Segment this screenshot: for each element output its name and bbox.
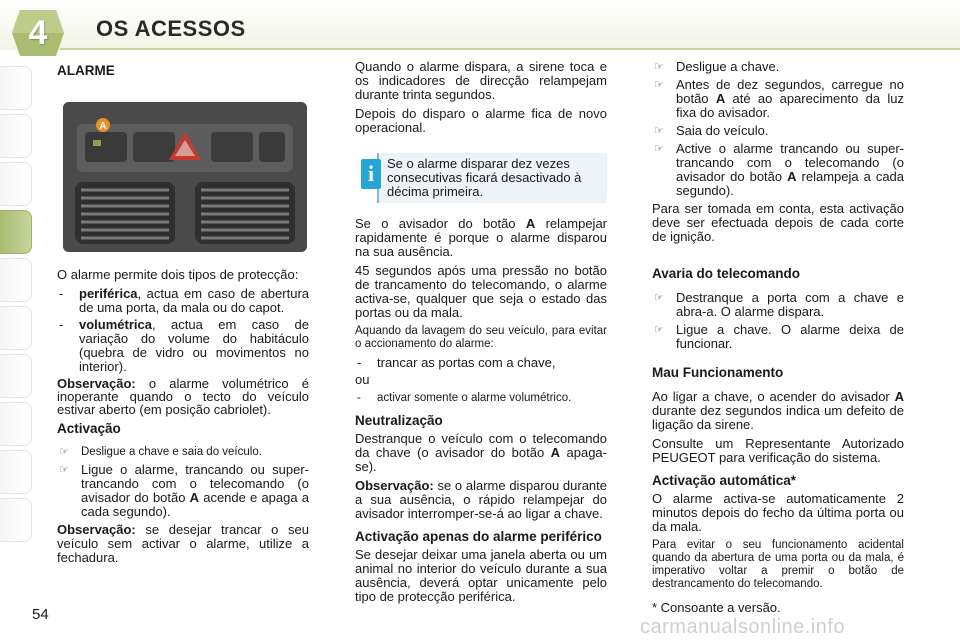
side-tab-3[interactable]	[0, 162, 32, 206]
type-term: volumétrica	[79, 317, 152, 332]
step-text-end: acende e apaga a cada segundo).	[81, 490, 309, 519]
pointer-icon: ☞	[654, 324, 664, 336]
step-text: Saia do veículo.	[676, 123, 769, 138]
note-text: se o alarme disparou durante a sua ausência, o rápido relampejar do avisador interromper-se-á ao ligar a chave.	[355, 478, 607, 521]
column-2	[355, 60, 607, 609]
dash-marker: -	[59, 286, 64, 301]
section-heading-remote-failure: Avaria do telecomando	[652, 266, 801, 281]
section-heading-auto-activation: Activação automática*	[652, 473, 797, 488]
step-text: Destranque a porta com a chave e abra-a. O alarme dispara.	[676, 290, 904, 319]
info-text: Se o alarme disparar dez vezes consecutivas ficará desactivado à décima primeira.	[377, 153, 607, 203]
alarm-type-peripheral	[57, 287, 309, 315]
remote-step-2	[652, 323, 904, 351]
step-text-end: até ao aparecimento da luz fixa do avisador.	[676, 91, 905, 120]
step-text: Ligue a chave. O alarme deixa de funcionar.	[676, 322, 904, 351]
peripheral-only-paragraph: Se desejar deixar uma janela aberta ou um animal no interior do veículo durante a sua ausência, deverá optar unicamente pelo tipo de protecção periférica.	[355, 547, 607, 604]
mal-text-end: durante dez segundos indica um defeito de ligação da sirene.	[652, 403, 904, 432]
info-box	[355, 153, 607, 205]
button-a-ref: A	[894, 389, 904, 404]
auto-arm-paragraph: 45 segundos após uma pressão no botão de trancamento do telecomando, o alarme activa-se, qualquer que seja o estado das portas ou da mala.	[355, 263, 607, 320]
dash-marker: -	[357, 355, 362, 370]
side-tab-10[interactable]	[0, 498, 32, 542]
pointer-icon: ☞	[59, 446, 69, 458]
step-text: Desligue a chave.	[676, 59, 780, 74]
ignition-paragraph: Para ser tomada em conta, esta activação deve ser efectuada depois de cada corte de ignição.	[652, 201, 904, 244]
or-text: ou	[355, 372, 370, 387]
step-text-end: relampeja a cada segundo).	[676, 169, 905, 198]
page-number: 54	[32, 606, 49, 623]
photo-label-a: A	[99, 121, 107, 132]
button-a-ref: A	[715, 91, 726, 106]
chapter-side-tabs	[0, 66, 32, 546]
button-a-ref: A	[550, 445, 561, 460]
note-label: Observação:	[355, 478, 434, 493]
button-a-ref: A	[787, 169, 797, 184]
peripheral-step-2	[652, 78, 904, 120]
pointer-icon: ☞	[654, 143, 664, 155]
step-text: Desligue a chave e saia do veículo.	[81, 446, 262, 458]
trigger-paragraph: Quando o alarme dispara, a sirene toca e os indicadores de direcção relampejam durante trinta segundos.	[355, 59, 607, 102]
activation-step-1	[57, 446, 309, 459]
section-heading-neutralization: Neutralização	[355, 413, 443, 428]
side-tab-5[interactable]	[0, 258, 32, 302]
step-text: Active o alarme trancando ou super-trancando com o telecomando (o avisador do botão	[676, 141, 904, 184]
section-heading-malfunction: Mau Funcionamento	[652, 365, 784, 380]
pointer-icon: ☞	[654, 61, 664, 73]
chapter-number: 4	[28, 14, 48, 52]
dealer-paragraph: Consulte um Representante Autorizado PEUGEOT para verificação do sistema.	[652, 436, 904, 465]
flash-paragraph	[355, 217, 607, 259]
note-text: o alarme volumétrico é inoperante quando o tecto do veículo estivar aberto (em posição cabriolet).	[57, 376, 309, 417]
malfunction-paragraph	[652, 390, 904, 432]
type-text: , actua em caso de variação do volume do habitáculo (quebra de vidro ou movimentos no interior).	[79, 317, 309, 374]
washing-option-2	[355, 392, 607, 405]
watermark: carmanualsonline.info	[640, 616, 846, 638]
section-heading-activation: Activação	[57, 421, 121, 436]
side-tab-4-active[interactable]	[0, 210, 32, 254]
type-term: periférica	[79, 286, 138, 301]
side-tab-1[interactable]	[0, 66, 32, 110]
flash-text-end: relampejar rapidamente é porque o alarme disparou na sua ausência.	[355, 216, 607, 259]
after-trigger-paragraph: Depois do disparo o alarme fica de novo operacional.	[355, 106, 607, 135]
peripheral-step-4	[652, 142, 904, 198]
footnote-version: * Consoante a versão.	[652, 600, 781, 615]
dash-marker: -	[59, 317, 64, 332]
note-volumetric	[57, 377, 309, 416]
side-tab-6[interactable]	[0, 306, 32, 350]
column-1	[57, 60, 309, 570]
activation-step-2	[57, 463, 309, 519]
alarm-intro: O alarme permite dois tipos de protecção:	[57, 267, 299, 282]
info-icon: i	[361, 159, 381, 189]
washing-paragraph: Aquando da lavagem do seu veículo, para evitar o accionamento do alarme:	[355, 325, 607, 350]
neutralization-note	[355, 479, 607, 521]
step-text: Antes de dez segundos, carregue no botão	[676, 77, 904, 106]
section-heading-peripheral-only: Activação apenas do alarme periférico	[355, 529, 602, 544]
note-label: Observação:	[57, 376, 136, 391]
dashboard-photo	[63, 102, 307, 252]
option-text: trancar as portas com a chave,	[377, 355, 556, 370]
peripheral-step-3	[652, 124, 904, 138]
side-tab-2[interactable]	[0, 114, 32, 158]
step-text: Ligue o alarme, trancando ou super-trancando com o telecomando (o avisador do botão	[81, 462, 309, 505]
neutral-text-end: apaga-se).	[355, 445, 607, 474]
side-tab-9[interactable]	[0, 450, 32, 494]
mal-text: Ao ligar a chave, o acender do avisador	[652, 389, 895, 404]
pointer-icon: ☞	[59, 464, 69, 476]
remote-step-1	[652, 291, 904, 319]
header-rule	[60, 48, 960, 50]
option-text: activar somente o alarme volumétrico.	[377, 392, 572, 404]
dash-marker: -	[357, 392, 361, 404]
washing-option-1	[355, 356, 607, 370]
note-lock	[57, 523, 309, 565]
button-a-ref: A	[525, 216, 536, 231]
section-heading-alarme: ALARME	[57, 63, 115, 78]
alarm-type-volumetric	[57, 318, 309, 374]
side-tab-7[interactable]	[0, 354, 32, 398]
neutral-text: Destranque o veículo com o telecomando da chave (o avisador do botão	[355, 431, 607, 460]
pointer-icon: ☞	[654, 125, 664, 137]
note-text: se desejar trancar o seu veículo sem activar o alarme, utilize a fechadura.	[57, 522, 309, 565]
note-label: Observação:	[57, 522, 136, 537]
side-tab-8[interactable]	[0, 402, 32, 446]
peripheral-step-1	[652, 60, 904, 74]
page-title: OS ACESSOS	[96, 16, 246, 41]
pointer-icon: ☞	[654, 79, 664, 91]
column-3	[652, 60, 904, 596]
flash-text: Se o avisador do botão	[355, 216, 526, 231]
neutralization-paragraph	[355, 432, 607, 474]
button-a-ref: A	[189, 490, 200, 505]
pointer-icon: ☞	[654, 292, 664, 304]
auto-activation-note: Para evitar o seu funcionamento acidental quando da abertura de uma porta ou da mala, é imperativo voltar a premir o botão de destrancamento do telecomando.	[652, 539, 904, 590]
type-text: , actua em caso de abertura de uma porta, da mala ou do capot.	[79, 286, 309, 315]
auto-activation-paragraph: O alarme activa-se automaticamente 2 minutos depois do fecho da última porta ou da mala.	[652, 491, 904, 534]
